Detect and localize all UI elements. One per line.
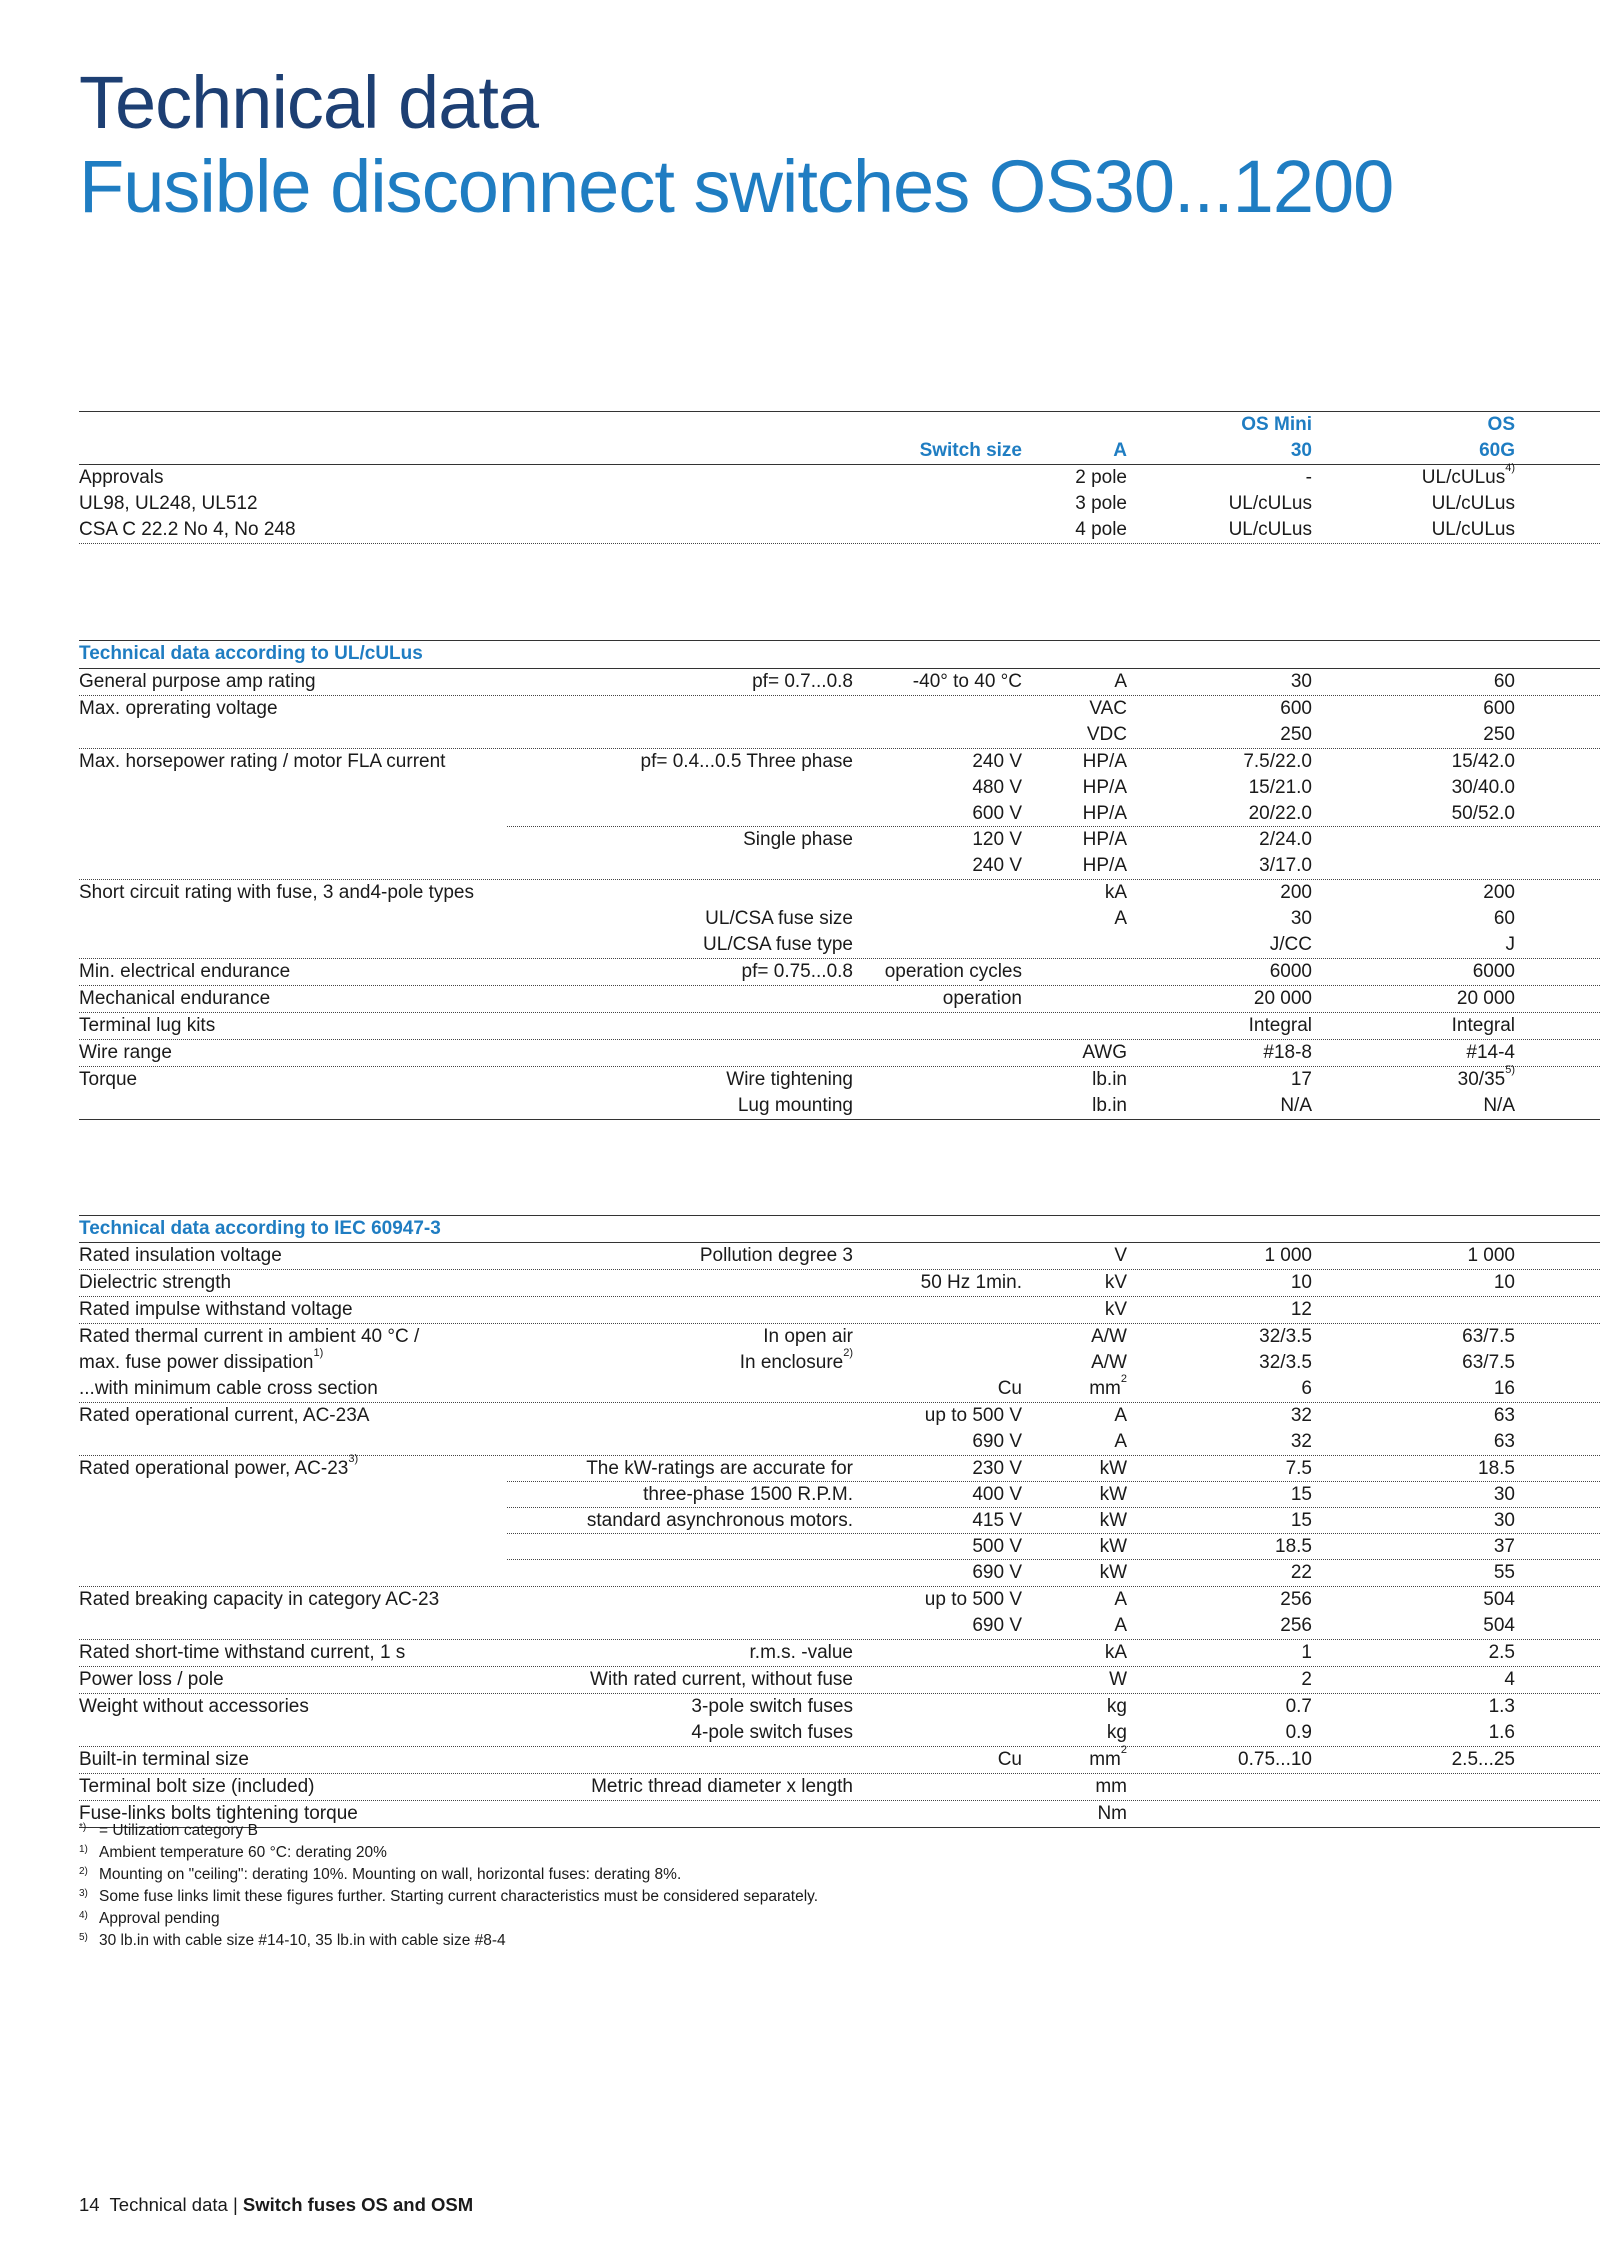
cell-c5: 30 bbox=[1493, 1484, 1515, 1505]
cell-c0: Short circuit rating with fuse, 3 and4-pole types bbox=[79, 882, 474, 903]
cell-c4: 20 000 bbox=[1253, 988, 1312, 1009]
iec-heading: Technical data according to IEC 60947-3 bbox=[79, 1218, 441, 1239]
footnote-mark: 2) bbox=[79, 1866, 88, 1877]
cell-c0: Rated operational current, AC-23A bbox=[79, 1405, 370, 1426]
table-row bbox=[79, 517, 1600, 544]
footnote-ref: 3) bbox=[348, 1453, 359, 1465]
footnote-ref: 1) bbox=[313, 1347, 324, 1359]
cell-c2: 690 V bbox=[972, 1562, 1022, 1583]
cell-c5: Integral bbox=[1451, 1015, 1515, 1036]
cell-c4: 15 bbox=[1290, 1510, 1312, 1531]
cell-c5: 30 bbox=[1493, 1510, 1515, 1531]
table-row bbox=[79, 1640, 1600, 1667]
table-row bbox=[79, 462, 1600, 491]
ul-heading-row bbox=[79, 641, 1600, 669]
header-col4-line2: 30 bbox=[1290, 440, 1312, 461]
cell-c3: V bbox=[1114, 1245, 1127, 1266]
cell-c3: $mm^2$ bbox=[1089, 1373, 1127, 1399]
iec-body bbox=[79, 1243, 1600, 1827]
cell-c4: 12 bbox=[1290, 1299, 1312, 1320]
cell-c4: 6000 bbox=[1269, 961, 1312, 982]
cell-c2: -40° to 40 °C bbox=[912, 671, 1022, 692]
cell-c5: 1 000 bbox=[1467, 1245, 1515, 1266]
cell-c0: Rated breaking capacity in category AC-23 bbox=[79, 1589, 440, 1610]
cell-c2: 690 V bbox=[972, 1431, 1022, 1452]
cell-c3: kV bbox=[1104, 1299, 1127, 1320]
table-row bbox=[79, 932, 1600, 959]
cell-c0: Max. horsepower rating / motor FLA current bbox=[79, 751, 446, 772]
table-row bbox=[79, 1613, 1600, 1640]
cell-c5: 16 bbox=[1493, 1378, 1515, 1399]
cell-c2: 690 V bbox=[972, 1615, 1022, 1636]
cell-c4: 0.75...10 bbox=[1238, 1749, 1312, 1770]
page-footer bbox=[79, 2194, 473, 2216]
footnote bbox=[79, 1908, 818, 1930]
header-row-1 bbox=[79, 412, 1600, 438]
footnote-text: Mounting on "ceiling": derating 10%. Mounting on wall, horizontal fuses: derating 8%. bbox=[99, 1866, 682, 1883]
cell-c4: 7.5/22.0 bbox=[1243, 751, 1312, 772]
table-row bbox=[79, 1744, 1600, 1774]
footnote-ref: 5) bbox=[1505, 1064, 1515, 1076]
footnotes bbox=[79, 1820, 818, 1952]
cell-c5: 18.5 bbox=[1478, 1458, 1515, 1479]
cell-c5: 63 bbox=[1493, 1405, 1515, 1426]
table-row bbox=[79, 1373, 1600, 1403]
table-row bbox=[79, 1774, 1600, 1801]
cell-c4: N/A bbox=[1280, 1095, 1312, 1116]
cell-c4: 22 bbox=[1290, 1562, 1312, 1583]
footnote bbox=[79, 1820, 818, 1842]
cell-c1: UL/CSA fuse type bbox=[703, 934, 853, 955]
cell-c4: 256 bbox=[1280, 1615, 1312, 1636]
cell-c5: 1.6 bbox=[1488, 1722, 1515, 1743]
cell-c3: VAC bbox=[1089, 698, 1127, 719]
header-col4-line1: OS Mini bbox=[1241, 414, 1312, 435]
cell-c3: kW bbox=[1099, 1458, 1127, 1479]
table-row bbox=[79, 1667, 1600, 1694]
cell-c5: 63/7.5 bbox=[1462, 1352, 1515, 1373]
cell-c4: 1 000 bbox=[1264, 1245, 1312, 1266]
table-row bbox=[79, 1013, 1600, 1040]
cell-c3: kA bbox=[1104, 1642, 1127, 1663]
cell-c2: 415 V bbox=[972, 1510, 1022, 1531]
page-title: Technical data bbox=[79, 61, 539, 144]
cell-c3: 4 pole bbox=[1075, 519, 1127, 540]
cell-c5: 200 bbox=[1483, 882, 1515, 903]
cell-c5: 30/35$^{5)}$ bbox=[1457, 1064, 1515, 1090]
footnote bbox=[79, 1864, 818, 1886]
cell-c2: operation cycles bbox=[884, 961, 1022, 982]
cell-c3: HP/A bbox=[1082, 777, 1127, 798]
cell-c5: 60 bbox=[1493, 671, 1515, 692]
cell-c4: 18.5 bbox=[1275, 1536, 1312, 1557]
cell-c4: 0.9 bbox=[1285, 1722, 1312, 1743]
table-row bbox=[79, 1508, 1600, 1534]
cell-c0: Rated impulse withstand voltage bbox=[79, 1299, 353, 1320]
cell-c4: 1 bbox=[1301, 1642, 1312, 1663]
table-row bbox=[79, 853, 1600, 880]
cell-c4: J/CC bbox=[1269, 934, 1312, 955]
cell-c1: With rated current, without fuse bbox=[590, 1669, 853, 1690]
cell-c4: 256 bbox=[1280, 1589, 1312, 1610]
cell-c4: 30 bbox=[1290, 671, 1312, 692]
cell-c4: 0.7 bbox=[1285, 1696, 1312, 1717]
cell-c3: kg bbox=[1106, 1722, 1127, 1743]
header-col5-line2: 60G bbox=[1479, 440, 1515, 461]
cell-c5: 1.3 bbox=[1488, 1696, 1515, 1717]
cell-c5: 60 bbox=[1493, 908, 1515, 929]
cell-c0: Weight without accessories bbox=[79, 1696, 309, 1717]
cell-c1: pf= 0.75...0.8 bbox=[741, 961, 853, 982]
cell-c1: 3-pole switch fuses bbox=[691, 1696, 853, 1717]
footnote-text: = Utilization category B bbox=[99, 1822, 258, 1839]
footnote-mark: 5) bbox=[79, 1932, 88, 1943]
cell-c2: Cu bbox=[997, 1749, 1022, 1770]
cell-c3: kW bbox=[1099, 1484, 1127, 1505]
cell-c0: Rated operational power, AC-23$^{3)}$ bbox=[79, 1453, 359, 1479]
footnote-ref: 2 bbox=[1120, 1373, 1127, 1385]
cell-c5: 20 000 bbox=[1456, 988, 1515, 1009]
cell-c3: A/W bbox=[1091, 1352, 1127, 1373]
cell-c4: 17 bbox=[1290, 1069, 1312, 1090]
cell-c5: 30/40.0 bbox=[1451, 777, 1515, 798]
cell-c0: Built-in terminal size bbox=[79, 1749, 249, 1770]
cell-c5: N/A bbox=[1483, 1095, 1515, 1116]
table-row bbox=[79, 775, 1600, 801]
cell-c1: pf= 0.7...0.8 bbox=[752, 671, 853, 692]
footnote-mark: *) bbox=[79, 1822, 87, 1833]
table-row bbox=[79, 1534, 1600, 1560]
cell-c2: 50 Hz 1min. bbox=[920, 1272, 1022, 1293]
cell-c3: A bbox=[1114, 908, 1127, 929]
table-row bbox=[79, 1347, 1600, 1376]
cell-c5: 37 bbox=[1493, 1536, 1515, 1557]
cell-c0: UL98, UL248, UL512 bbox=[79, 493, 258, 514]
footnote-ref: 4) bbox=[1505, 462, 1515, 474]
cell-c5: 2.5...25 bbox=[1451, 1749, 1515, 1770]
cell-c5: 63/7.5 bbox=[1462, 1326, 1515, 1347]
cell-c3: kW bbox=[1099, 1510, 1127, 1531]
cell-c4: UL/cULus bbox=[1228, 493, 1312, 514]
cell-c3: kA bbox=[1104, 882, 1127, 903]
cell-c5: UL/cULus bbox=[1431, 519, 1515, 540]
cell-c3: AWG bbox=[1082, 1042, 1127, 1063]
cell-c0: Rated thermal current in ambient 40 °C / bbox=[79, 1326, 420, 1347]
cell-c5: #14-4 bbox=[1466, 1042, 1515, 1063]
page-subtitle: Fusible disconnect switches OS30...1200 bbox=[79, 145, 1394, 228]
cell-c3: lb.in bbox=[1092, 1069, 1127, 1090]
cell-c0: General purpose amp rating bbox=[79, 671, 316, 692]
cell-c4: #18-8 bbox=[1263, 1042, 1312, 1063]
footnote-mark: 3) bbox=[79, 1888, 88, 1899]
iec-table bbox=[79, 1215, 1600, 1828]
cell-c1: UL/CSA fuse size bbox=[705, 908, 853, 929]
cell-c0: max. fuse power dissipation$^{1)}$ bbox=[79, 1347, 324, 1373]
cell-c5: 15/42.0 bbox=[1451, 751, 1515, 772]
cell-c0: Torque bbox=[79, 1069, 138, 1090]
cell-c1: Lug mounting bbox=[737, 1095, 853, 1116]
table-row bbox=[79, 1560, 1600, 1587]
cell-c3: kg bbox=[1106, 1696, 1127, 1717]
table-row bbox=[79, 1243, 1600, 1270]
cell-c0: Wire range bbox=[79, 1042, 172, 1063]
cell-c3: A bbox=[1114, 1431, 1127, 1452]
cell-c3: A bbox=[1114, 1589, 1127, 1610]
cell-c4: 20/22.0 bbox=[1248, 803, 1312, 824]
cell-c4: 250 bbox=[1280, 724, 1312, 745]
cell-c5: J bbox=[1505, 934, 1515, 955]
cell-c5: 504 bbox=[1483, 1615, 1515, 1636]
cell-c1: Pollution degree 3 bbox=[699, 1245, 853, 1266]
cell-c4: 32/3.5 bbox=[1259, 1352, 1312, 1373]
cell-c0: Fuse-links bolts tightening torque bbox=[79, 1803, 358, 1824]
footer-section: Technical data bbox=[109, 2194, 228, 2215]
cell-c4: 15 bbox=[1290, 1484, 1312, 1505]
table-row bbox=[79, 696, 1600, 722]
footnote-text: Some fuse links limit these figures further. Starting current characteristics must be considered separately. bbox=[99, 1888, 819, 1905]
cell-c1: In open air bbox=[763, 1326, 853, 1347]
switch-size-unit: A bbox=[1113, 440, 1127, 461]
cell-c3: lb.in bbox=[1092, 1095, 1127, 1116]
table-row bbox=[79, 880, 1600, 906]
cell-c4: 3/17.0 bbox=[1259, 855, 1312, 876]
cell-c3: A bbox=[1114, 671, 1127, 692]
cell-c4: 10 bbox=[1290, 1272, 1312, 1293]
footer-divider: | bbox=[232, 2194, 238, 2215]
cell-c2: 240 V bbox=[972, 855, 1022, 876]
cell-c2: 600 V bbox=[972, 803, 1022, 824]
cell-c5: 55 bbox=[1493, 1562, 1515, 1583]
ul-heading: Technical data according to UL/cULus bbox=[79, 643, 423, 664]
table-row bbox=[79, 722, 1600, 749]
cell-c3: Nm bbox=[1097, 1803, 1127, 1824]
cell-c5: 6000 bbox=[1472, 961, 1515, 982]
footnote-text: 30 lb.in with cable size #14-10, 35 lb.in with cable size #8-4 bbox=[99, 1932, 506, 1949]
table-row bbox=[79, 491, 1600, 517]
footer-document: Switch fuses OS and OSM bbox=[242, 2194, 474, 2215]
cell-c4: 30 bbox=[1290, 908, 1312, 929]
cell-c0: CSA C 22.2 No 4, No 248 bbox=[79, 519, 296, 540]
cell-c3: kW bbox=[1099, 1562, 1127, 1583]
footnote-ref: 2) bbox=[843, 1347, 853, 1359]
footnote-ref: 2 bbox=[1120, 1744, 1127, 1756]
cell-c4: - bbox=[1305, 467, 1312, 488]
footnote-text: Approval pending bbox=[99, 1910, 220, 1927]
table-row bbox=[79, 669, 1600, 696]
cell-c0: Dielectric strength bbox=[79, 1272, 232, 1293]
cell-c2: Cu bbox=[997, 1378, 1022, 1399]
cell-c3: HP/A bbox=[1082, 803, 1127, 824]
cell-c3: HP/A bbox=[1082, 829, 1127, 850]
cell-c2: 240 V bbox=[972, 751, 1022, 772]
cell-c2: 480 V bbox=[972, 777, 1022, 798]
cell-c3: kV bbox=[1104, 1272, 1127, 1293]
table-row bbox=[79, 1297, 1600, 1324]
cell-c1: Single phase bbox=[743, 829, 853, 850]
table-row bbox=[79, 1429, 1600, 1456]
table-row bbox=[79, 1324, 1600, 1350]
table-row bbox=[79, 749, 1600, 775]
cell-c5: 504 bbox=[1483, 1589, 1515, 1610]
ul-body bbox=[79, 669, 1600, 1119]
cell-c5: 2.5 bbox=[1488, 1642, 1515, 1663]
cell-c3: 2 pole bbox=[1075, 467, 1127, 488]
cell-c0: Mechanical endurance bbox=[79, 988, 271, 1009]
table-row bbox=[79, 1270, 1600, 1297]
cell-c4: 32 bbox=[1290, 1431, 1312, 1452]
footnote bbox=[79, 1842, 818, 1864]
page-number: 14 bbox=[79, 2194, 100, 2215]
approvals-body bbox=[79, 462, 1600, 544]
cell-c2: up to 500 V bbox=[924, 1405, 1022, 1426]
cell-c1: Wire tightening bbox=[726, 1069, 853, 1090]
table-row bbox=[79, 906, 1600, 932]
cell-c5: 10 bbox=[1493, 1272, 1515, 1293]
table-row bbox=[79, 959, 1600, 986]
cell-c5: 4 bbox=[1504, 1669, 1515, 1690]
cell-c2: up to 500 V bbox=[924, 1589, 1022, 1610]
table-row bbox=[79, 1482, 1600, 1508]
table-row bbox=[79, 1587, 1600, 1613]
cell-c4: UL/cULus bbox=[1228, 519, 1312, 540]
cell-c3: mm bbox=[1095, 1776, 1127, 1797]
cell-c0: Approvals bbox=[79, 467, 164, 488]
table-row bbox=[79, 1720, 1600, 1747]
cell-c3: $mm^2$ bbox=[1089, 1744, 1127, 1770]
cell-c5: 250 bbox=[1483, 724, 1515, 745]
cell-c1: 4-pole switch fuses bbox=[691, 1722, 853, 1743]
table-row bbox=[79, 1040, 1600, 1067]
footnote-text: Ambient temperature 60 °C: derating 20% bbox=[99, 1844, 387, 1861]
cell-c4: 32 bbox=[1290, 1405, 1312, 1426]
cell-c4: 2 bbox=[1301, 1669, 1312, 1690]
cell-c0: Terminal bolt size (included) bbox=[79, 1776, 315, 1797]
cell-c3: W bbox=[1109, 1669, 1127, 1690]
cell-c4: 7.5 bbox=[1285, 1458, 1312, 1479]
cell-c4: 200 bbox=[1280, 882, 1312, 903]
cell-c4: 2/24.0 bbox=[1259, 829, 1312, 850]
footnote-mark: 4) bbox=[79, 1910, 88, 1921]
cell-c0: Rated insulation voltage bbox=[79, 1245, 282, 1266]
cell-c4: 600 bbox=[1280, 698, 1312, 719]
footnote-mark: 1) bbox=[79, 1844, 88, 1855]
iec-heading-row bbox=[79, 1216, 1600, 1243]
cell-c1: r.m.s. -value bbox=[749, 1642, 853, 1663]
cell-c1: pf= 0.4...0.5 Three phase bbox=[640, 751, 853, 772]
cell-c0: Power loss / pole bbox=[79, 1669, 224, 1690]
table-row bbox=[79, 1453, 1600, 1482]
cell-c1: The kW-ratings are accurate for bbox=[586, 1458, 853, 1479]
table-row bbox=[79, 1064, 1600, 1093]
table-row bbox=[79, 1093, 1600, 1119]
cell-c4: 32/3.5 bbox=[1259, 1326, 1312, 1347]
cell-c1: In enclosure$^{2)}$ bbox=[739, 1347, 853, 1373]
cell-c1: Metric thread diameter x length bbox=[591, 1776, 853, 1797]
cell-c3: HP/A bbox=[1082, 855, 1127, 876]
cell-c2: 230 V bbox=[972, 1458, 1022, 1479]
cell-c5: 50/52.0 bbox=[1451, 803, 1515, 824]
header-col5-line1: OS bbox=[1487, 414, 1515, 435]
cell-c5: UL/cULus$^{4)}$ bbox=[1421, 462, 1515, 488]
cell-c2: 400 V bbox=[972, 1484, 1022, 1505]
approvals-table bbox=[79, 411, 1600, 544]
footnote bbox=[79, 1930, 818, 1952]
cell-c0: Min. electrical endurance bbox=[79, 961, 291, 982]
ul-table bbox=[79, 640, 1600, 1120]
cell-c3: kW bbox=[1099, 1536, 1127, 1557]
table-row bbox=[79, 986, 1600, 1013]
cell-c5: 63 bbox=[1493, 1431, 1515, 1452]
table-row bbox=[79, 801, 1600, 827]
cell-c4: 6 bbox=[1301, 1378, 1312, 1399]
cell-c3: A/W bbox=[1091, 1326, 1127, 1347]
cell-c4: 15/21.0 bbox=[1248, 777, 1312, 798]
cell-c3: HP/A bbox=[1082, 751, 1127, 772]
table-row bbox=[79, 1694, 1600, 1720]
table-row bbox=[79, 1403, 1600, 1429]
cell-c3: A bbox=[1114, 1615, 1127, 1636]
cell-c0: Rated short-time withstand current, 1 s bbox=[79, 1642, 406, 1663]
cell-c2: operation bbox=[942, 988, 1022, 1009]
cell-c0: ...with minimum cable cross section bbox=[79, 1378, 378, 1399]
cell-c5: UL/cULus bbox=[1431, 493, 1515, 514]
footnote bbox=[79, 1886, 818, 1908]
cell-c3: A bbox=[1114, 1405, 1127, 1426]
switch-size-label: Switch size bbox=[919, 440, 1022, 461]
table-row bbox=[79, 827, 1600, 853]
cell-c3: VDC bbox=[1086, 724, 1127, 745]
cell-c5: 600 bbox=[1483, 698, 1515, 719]
cell-c0: Terminal lug kits bbox=[79, 1015, 216, 1036]
cell-c4: Integral bbox=[1248, 1015, 1312, 1036]
cell-c2: 500 V bbox=[972, 1536, 1022, 1557]
cell-c1: standard asynchronous motors. bbox=[586, 1510, 853, 1531]
header-row-2 bbox=[79, 438, 1600, 464]
cell-c2: 120 V bbox=[972, 829, 1022, 850]
cell-c0: Max. oprerating voltage bbox=[79, 698, 278, 719]
cell-c3: 3 pole bbox=[1075, 493, 1127, 514]
cell-c1: three-phase 1500 R.P.M. bbox=[643, 1484, 853, 1505]
